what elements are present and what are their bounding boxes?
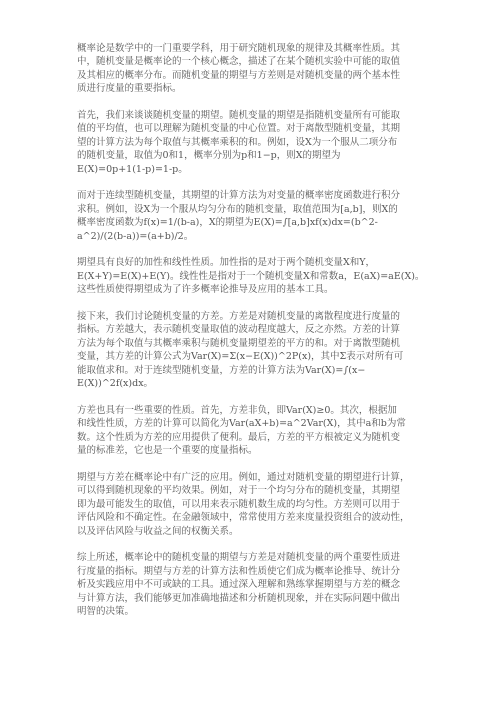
paragraph <box>77 189 417 243</box>
text-line: 明智的决策。 <box>77 605 135 617</box>
text-line: 中，随机变量是概率论的一个核心概念，描述了在某个随机实验中可能的取值 <box>77 56 401 68</box>
text-line: 析及实践应用中不可或缺的工具。通过深入理解和熟练掌握期望与方差的概念 <box>77 579 401 591</box>
paragraph <box>77 551 417 618</box>
text-line: 而对于连续型随机变量，其期望的计算方法为对变量的概率密度函数进行积分 <box>77 190 401 202</box>
text-line: 行度量的指标。期望与方差的计算方法和性质使它们成为概率论推导、统计分 <box>77 565 401 577</box>
text-line: 首先，我们来谈谈随机变量的期望。随机变量的期望是指随机变量所有可能取 <box>77 110 401 122</box>
text-line: 变量，其方差的计算公式为Var(X)=Σ(x−E(X))^2P(x)，其中Σ表示对所有可 <box>77 351 404 363</box>
text-line: 和线性性质，方差的计算可以简化为Var(aX+b)=a^2Var(X)，其中a和b为常 <box>77 418 406 430</box>
text-line: 指标。方差越大，表示随机变量取值的波动程度越大，反之亦然。方差的计算 <box>77 324 401 336</box>
text-line: 概率密度函数为f(x)=1/(b-a)，X的期望为E(X)=∫[a,b]xf(x)dx=(b^2- <box>77 217 378 229</box>
text-line: 数。这个性质为方差的应用提供了便利。最后，方差的平方根被定义为随机变 <box>77 431 401 443</box>
text-line: 接下来，我们讨论随机变量的方差。方差是对随机变量的离散程度进行度量的 <box>77 311 401 323</box>
text-line: 量的标准差，它也是一个重要的度量指标。 <box>77 445 258 457</box>
text-line: 这些性质使得期望成为了许多概率论推导及应用的基本工具。 <box>77 284 334 296</box>
text-line: 以及评估风险与收益之间的权衡关系。 <box>77 525 239 537</box>
text-line: 期望与方差在概率论中有广泛的应用。例如，通过对随机变量的期望进行计算， <box>77 471 410 483</box>
paragraph <box>77 471 417 538</box>
text-line: 与计算方法，我们能够更加准确地描述和分析随机现象，并在实际问题中做出 <box>77 592 401 604</box>
text-line: 及其相应的概率分布。而随机变量的期望与方差则是对随机变量的两个基本性 <box>77 69 401 81</box>
paragraph <box>77 109 417 176</box>
text-line: 综上所述，概率论中的随机变量的期望与方差是对随机变量的两个重要性质进 <box>77 552 401 564</box>
text-line: 望的计算方法为每个取值与其概率乘积的和。例如，设X为一个服从二项分布 <box>77 136 398 148</box>
paragraph <box>77 42 417 96</box>
text-line: 方差也具有一些重要的性质。首先，方差非负，即Var(X)≥0。其次，根据加 <box>77 404 397 416</box>
text-line: 的随机变量，取值为0和1，概率分别为p和1−p，则X的期望为 <box>77 150 341 162</box>
text-line: 能取值求和。对于连续型随机变量，方差的计算方法为Var(X)=∫(x− <box>77 364 366 376</box>
document-body <box>77 42 425 632</box>
text-line: 期望具有良好的加性和线性性质。加性指的是对于两个随机变量X和Y， <box>77 257 376 269</box>
text-line: 方法为每个取值与其概率乘积与随机变量期望差的平方的和。对于离散型随机 <box>77 337 401 349</box>
text-line: E(X+Y)=E(X)+E(Y)。线性性是指对于一个随机变量X和常数a，E(aX)=aE(X)。 <box>77 270 425 282</box>
text-line: 质进行度量的重要指标。 <box>77 83 182 95</box>
text-line: 值的平均值，也可以理解为随机变量的中心位置。对于离散型随机变量，其期 <box>77 123 401 135</box>
text-line: 可以得到随机现象的平均效果。例如，对于一个均匀分布的随机变量，其期望 <box>77 485 401 497</box>
text-line: 求积。例如，设X为一个服从均匀分布的随机变量，取值范围为[a,b]，则X的 <box>77 203 398 215</box>
paragraph <box>77 310 417 390</box>
text-line: 概率论是数学中的一门重要学科，用于研究随机现象的规律及其概率性质。其 <box>77 43 401 54</box>
paragraph <box>77 256 425 296</box>
text-line: 评估风险和不确定性。在金融领域中，常常使用方差来度量投资组合的波动性， <box>77 512 410 524</box>
text-line: 即为最可能发生的取值，可以用来表示随机数生成的均匀性。方差则可以用于 <box>77 498 401 510</box>
text-line: a^2)/(2(b-a))=(a+b)/2。 <box>77 230 194 242</box>
paragraph <box>77 404 417 458</box>
text-line: E(X)=0p+1(1-p)=1-p。 <box>77 163 188 175</box>
text-line: E(X))^2f(x)dx。 <box>77 378 154 390</box>
